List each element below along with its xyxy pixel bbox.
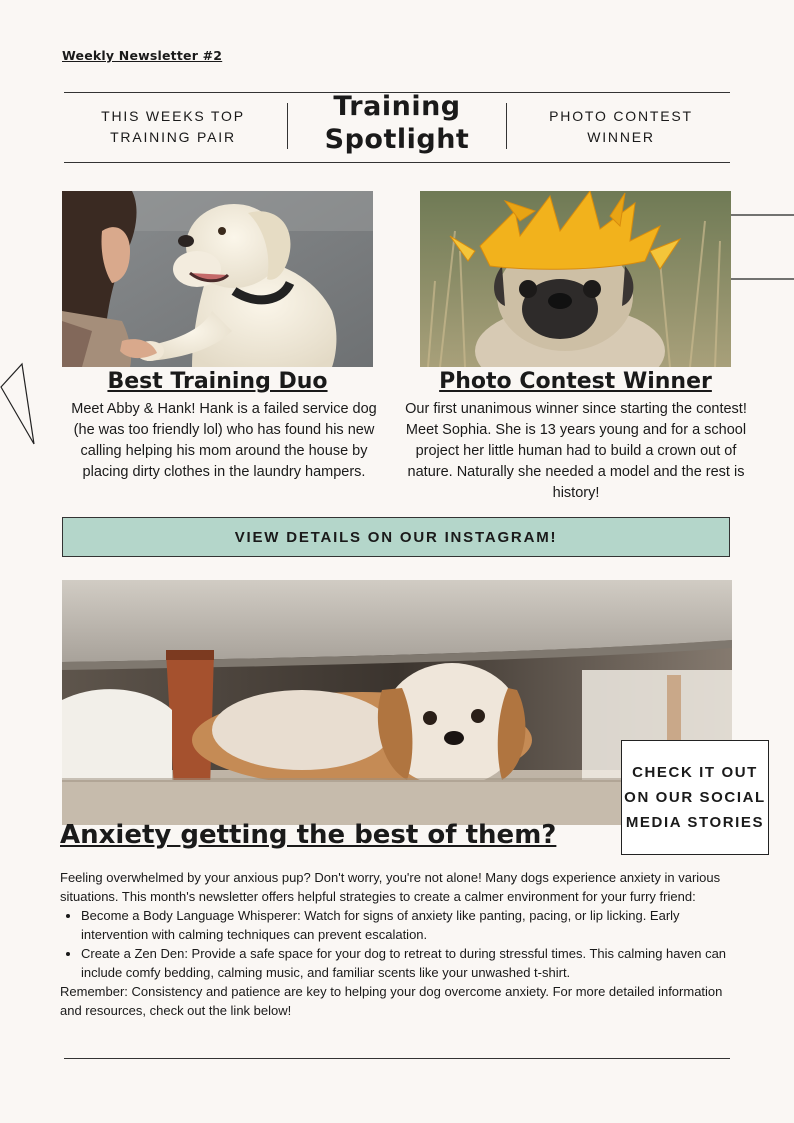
page-title: Training Spotlight [324,91,470,155]
social-stories-callout[interactable]: CHECK IT OUT ON OUR SOCIAL MEDIA STORIES [621,740,769,855]
triangle-decoration [0,362,40,448]
header-divider-right [506,103,507,149]
article-body [60,868,732,1020]
newsletter-label: Weekly Newsletter #2 [62,48,223,63]
article-intro: Feeling overwhelmed by your anxious pup? Don't worry, you're not alone! Many dogs experience anxiety in various situations. This month's newsletter offers helpful strategies to create a calmer environment for your furry friend: [60,870,721,904]
right-feature-title: Photo Contest Winner [439,369,712,394]
tip-body-language: • Become a Body Language Whisperer: Watch for signs of anxiety like panting, pacing, or lip licking. Early intervention with calming techniques can prevent escalation. [81,906,732,944]
instagram-button[interactable]: VIEW DETAILS ON OUR INSTAGRAM! [62,517,730,557]
tip-zen-den: • Create a Zen Den: Provide a safe space for your dog to retreat to during stressful times. This calming haven can include comfy bedding, calming music, and familiar scents like your unwashed t-shirt. [81,944,732,982]
footer-rule [64,1058,730,1059]
article-title: Anxiety getting the best of them? [60,820,557,850]
left-tagline: THIS WEEKS TOP TRAINING PAIR [101,108,245,145]
left-feature-body: Meet Abby & Hank! Hank is a failed service dog (he was too friendly lol) who has found his new calling helping his mom around the house by placing dirty clothes in the laundry hampers. [71,401,377,480]
left-feature-title: Best Training Duo [107,369,328,394]
article-closing: Remember: Consistency and patience are key to helping your dog overcome anxiety. For more detailed information and resources, check out the link below! [60,984,723,1018]
header-bottom-rule [64,162,730,163]
right-feature-body: Our first unanimous winner since starting the contest! Meet Sophia. She is 13 years young and for a school project her little human had to build a crown out of nature. Naturally she needed a model and the rest is history! [405,401,747,501]
header-divider-left [287,103,288,149]
right-tagline: PHOTO CONTEST WINNER [549,108,693,145]
tips-list [60,906,732,982]
training-duo-photo [62,191,373,367]
contest-winner-photo [420,191,731,367]
